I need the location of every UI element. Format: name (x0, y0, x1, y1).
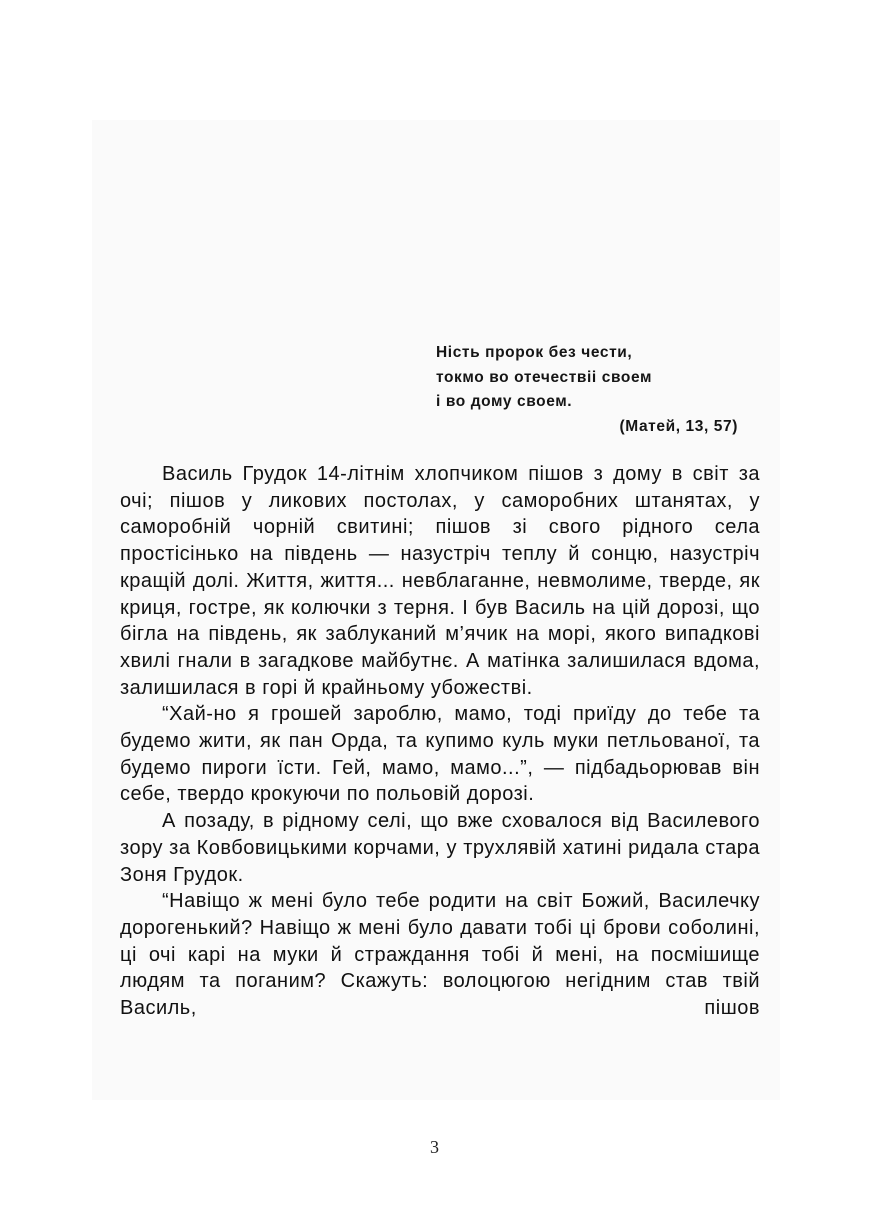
paragraph: А позаду, в рідному селі, що вже сховалося від Василевого зору за Ковбовицькими корчами, у трухлявій хатині ридала стара Зоня Грудок. (120, 810, 760, 886)
epigraph-line: Ність пророк без чести, (436, 344, 633, 361)
paragraph: Василь Грудок 14-літнім хлопчиком пішов з дому в світ за очі; пішов у ликових постолах, у саморобних штанятах, у саморобній чорній свитині; пішов зі свого рідного села простісінько на південь — назустріч теплу й сонцю, назустріч кращій долі. Життя, життя... невблаганне, невмолиме, тверде, як криця, гостре, як колючки з терня. І був Василь на цій дорозі, що бігла на південь, як заблуканий м’ячик на морі, якого випадкові хвилі гнали в загадкове майбутнє. А матінка залишилася вдома, залишилася в горі й крайньому убожестві. (120, 463, 760, 699)
paragraph: “Хай-но я грошей зароблю, мамо, тоді приїду до тебе та будемо жити, як пан Орда, та купимо куль муки петльованої, та будемо пироги їсти. Гей, мамо, мамо...”, — підбадьорював він себе, твердо крокуючи по польовій дорозі. (120, 703, 760, 806)
body-text (120, 461, 760, 1022)
epigraph-citation: (Матей, 13, 57) (619, 417, 738, 435)
page-number: 3 (430, 1137, 439, 1157)
epigraph (436, 341, 746, 439)
paragraph: “Навіщо ж мені було тебе родити на світ Божий, Василечку дорогенький? Навіщо ж мені було давати тобі ці брови соболині, ці очі карі на муки й страждання тобі й мені, на посмішище людям та поганим? Скажуть: волоцюгою негідним став твій Василь, пішов (120, 890, 760, 1020)
epigraph-line: і во дому своем. (436, 393, 573, 410)
epigraph-line: токмо во отечествіі своем (436, 368, 653, 386)
